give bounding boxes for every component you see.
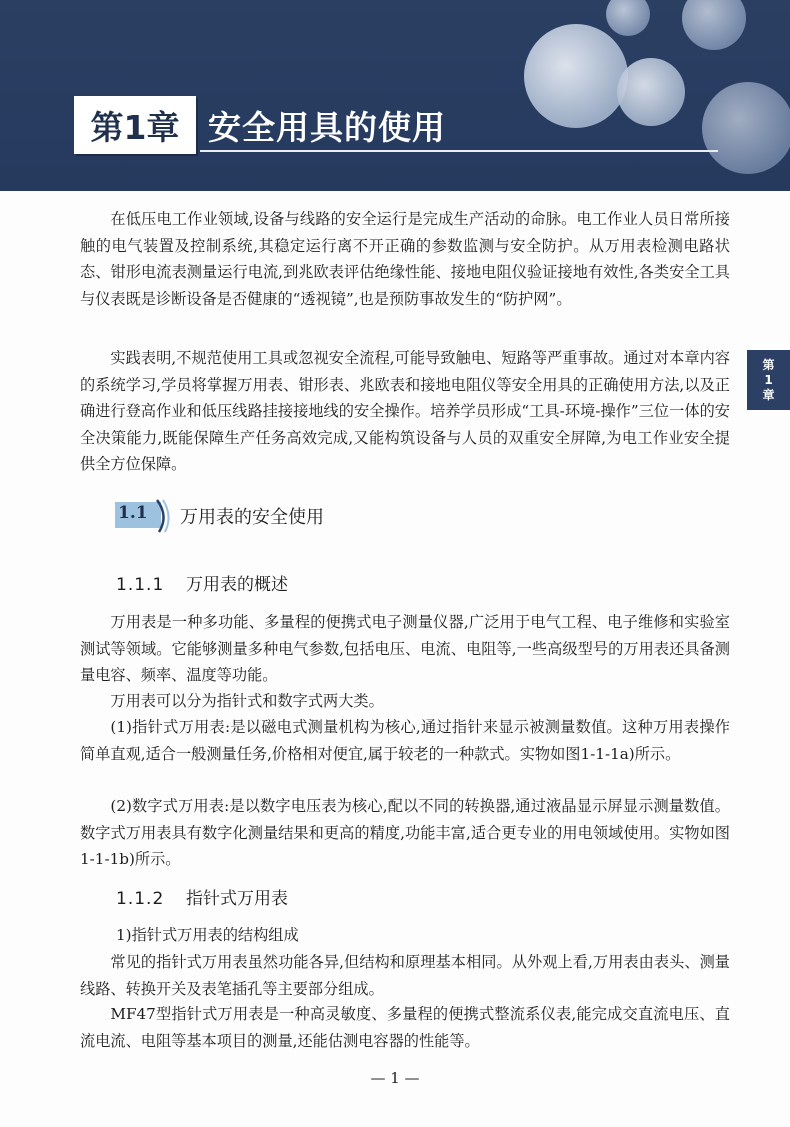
overview-paragraph-1: 万用表是一种多功能、多量程的便携式电子测量仪器,广泛用于电气工程、电子维修和实验室测试等领域。它能够测量多种电气参数,包括电压、电流、电阻等,一些高级型号的万用表还具备测量电容、频率、温度等功能。 — [80, 613, 730, 684]
side-tab-line1: 第 — [762, 357, 775, 372]
overview-paragraph-3: (1)指针式万用表:是以磁电式测量机构为核心,通过指针来显示被测量数值。这种万用表操作简单直观,适合一般测量任务,价格相对便宜,属于较老的一种款式。实物如图1-1-1a)所示。 — [80, 718, 730, 763]
title-underline — [200, 150, 718, 152]
subsection-title: 万用表的概述 — [186, 575, 288, 595]
intro-paragraph-2: 实践表明,不规范使用工具或忽视安全流程,可能导致触电、短路等严重事故。通过对本章内容的系统学习,学员将掌握万用表、钳形表、兆欧表和接地电阻仪等安全用具的正确使用方法,以及正确进行登高作业和低压线路挂接接地线的安全操作。培养学员形成“工具-环境-操作”三位一体的安全决策能力,既能保障生产任务高效完成,又能构筑设备与人员的双重安全屏障,为电工作业安全提供全方位保障。 — [80, 349, 730, 473]
overview-paragraph-2: 万用表可以分为指针式和数字式两大类。 — [110, 692, 384, 710]
chapter-side-tab — [747, 350, 790, 410]
subsection-heading-1-1-1 — [116, 570, 288, 595]
subsection-number: 1.1.1 — [116, 575, 165, 595]
chapter-banner — [0, 0, 790, 191]
overview-paragraph-4: (2)数字式万用表:是以数字电压表为核心,配以不同的转换器,通过液晶显示屏显示测量数值。数字式万用表具有数字化测量结果和更高的精度,功能丰富,适合更专业的用电领域使用。实物如图1-1-1b)所示。 — [80, 797, 730, 868]
subsection-number: 1.1.2 — [116, 889, 165, 909]
structure-paragraph-2: MF47型指针式万用表是一种高灵敏度、多量程的便携式整流系仪表,能完成交直流电压、直流电流、电阻等基本项目的测量,还能估测电容器的性能等。 — [80, 1005, 730, 1050]
side-tab-line2: 1 — [764, 372, 773, 387]
section-number: 1.1 — [118, 503, 148, 523]
structure-paragraph-1: 常见的指针式万用表虽然功能各异,但结构和原理基本相同。从外观上看,万用表由表头、测量线路、转换开关及表笔插孔等主要部分组成。 — [80, 953, 730, 998]
chapter-label: 第1章 — [74, 96, 196, 154]
section-title: 万用表的安全使用 — [180, 507, 324, 528]
structure-heading: 1)指针式万用表的结构组成 — [116, 926, 299, 944]
side-tab-line3: 章 — [762, 387, 775, 402]
subsection-title: 指针式万用表 — [186, 889, 288, 909]
chapter-title: 安全用具的使用 — [208, 108, 446, 147]
page-number: — 1 — — [370, 1069, 420, 1087]
intro-paragraph-1: 在低压电工作业领域,设备与线路的安全运行是完成生产活动的命脉。电工作业人员日常所接触的电气装置及控制系统,其稳定运行离不开正确的参数监测与安全防护。从万用表检测电路状态、钳形电流表测量运行电流,到兆欧表评估绝缘性能、接地电阻仪验证接地有效性,各类安全工具与仪表既是诊断设备是否健康的“透视镜”,也是预防事故发生的“防护网”。 — [80, 210, 730, 308]
subsection-heading-1-1-2 — [116, 884, 288, 909]
